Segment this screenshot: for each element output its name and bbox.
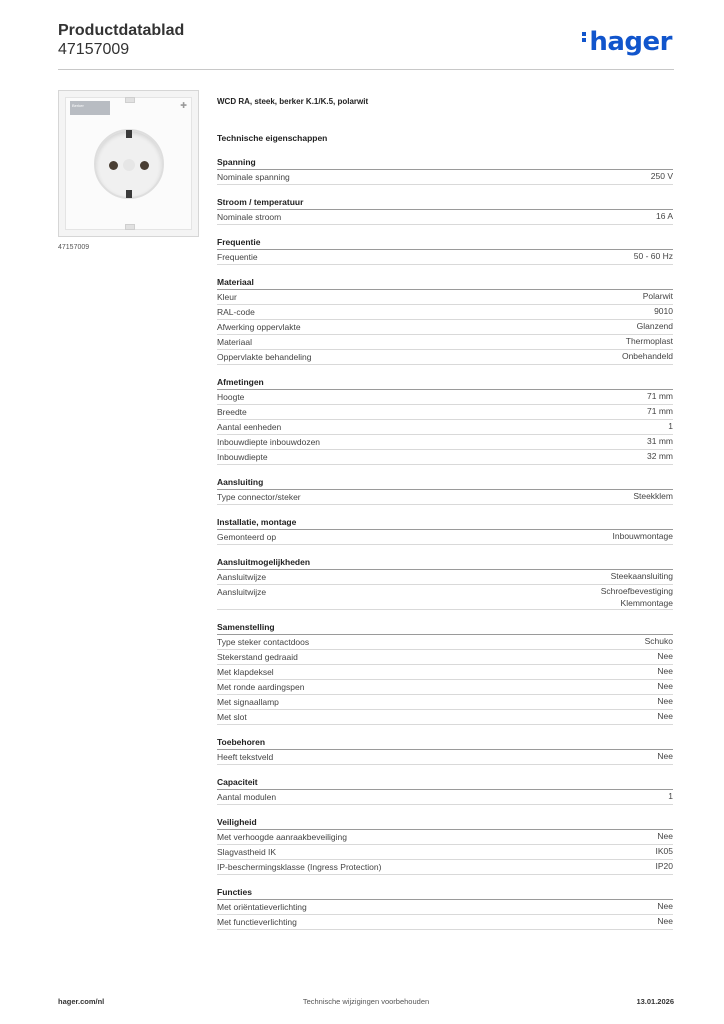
logo-text: hager xyxy=(589,27,672,57)
spec-label: Inbouwdiepte xyxy=(217,452,268,462)
spec-row xyxy=(217,435,673,450)
spec-label: Type connector/steker xyxy=(217,492,301,502)
spec-label: Nominale spanning xyxy=(217,172,290,182)
hager-logo xyxy=(582,28,672,56)
spec-groups xyxy=(217,155,673,930)
spec-value: Inbouwmontage xyxy=(612,531,673,541)
footer-website-link[interactable]: hager.com/nl xyxy=(58,997,105,1006)
spec-value: 1 xyxy=(668,421,673,431)
specifications xyxy=(217,96,673,930)
footer-date: 13.01.2026 xyxy=(636,997,674,1006)
spec-row xyxy=(217,650,673,665)
spec-group xyxy=(217,155,673,185)
spec-group xyxy=(217,375,673,465)
spec-value: Nee xyxy=(657,831,673,841)
earth-clip-bottom xyxy=(126,190,132,198)
spec-value: Glanzend xyxy=(636,321,673,331)
spec-label: Met ronde aardingspen xyxy=(217,682,305,692)
spec-label: Inbouwdiepte inbouwdozen xyxy=(217,437,321,447)
spec-row xyxy=(217,210,673,225)
spec-group xyxy=(217,620,673,725)
page-footer xyxy=(58,997,674,1011)
spec-value: Steekklem xyxy=(633,491,673,501)
plate-top-cutout xyxy=(125,97,135,103)
spec-label: Stekerstand gedraaid xyxy=(217,652,298,662)
spec-row xyxy=(217,420,673,435)
spec-group-title: Stroom / temperatuur xyxy=(217,195,673,210)
plate-label: Berker xyxy=(70,101,110,115)
spec-group xyxy=(217,235,673,265)
spec-row xyxy=(217,680,673,695)
spec-label: Slagvastheid IK xyxy=(217,847,277,857)
spec-row xyxy=(217,305,673,320)
socket-center xyxy=(123,159,135,171)
spec-group xyxy=(217,515,673,545)
spec-label: Aansluitwijze xyxy=(217,587,267,597)
spec-label: Met slot xyxy=(217,712,247,722)
spec-value: Nee xyxy=(657,901,673,911)
spec-group-title: Afmetingen xyxy=(217,375,673,390)
spec-label: IP-beschermingsklasse (Ingress Protection) xyxy=(217,862,382,872)
spec-row xyxy=(217,845,673,860)
spec-value: Schroefbevestiging Klemmontage xyxy=(600,586,673,608)
spec-label: Hoogte xyxy=(217,392,245,402)
spec-value: Nee xyxy=(657,666,673,676)
spec-value: Polarwit xyxy=(642,291,673,301)
spec-row xyxy=(217,695,673,710)
spec-value: Nee xyxy=(657,696,673,706)
spec-value: IK05 xyxy=(655,846,673,856)
spec-group-title: Functies xyxy=(217,885,673,900)
spec-group-title: Toebehoren xyxy=(217,735,673,750)
spec-label: Breedte xyxy=(217,407,247,417)
spec-value: Nee xyxy=(657,751,673,761)
spec-row xyxy=(217,915,673,930)
spec-label: Met verhoogde aanraakbeveiliging xyxy=(217,832,347,842)
page-header xyxy=(58,22,674,70)
spec-row xyxy=(217,790,673,805)
spec-value: Thermoplast xyxy=(625,336,673,346)
schuko-socket-icon xyxy=(94,129,164,199)
plus-mark-icon: ✚ xyxy=(180,101,187,110)
spec-group xyxy=(217,475,673,505)
spec-value: Nee xyxy=(657,916,673,926)
spec-label: Aansluitwijze xyxy=(217,572,267,582)
spec-row xyxy=(217,635,673,650)
socket-hole-right xyxy=(140,161,149,170)
spec-label: Frequentie xyxy=(217,252,258,262)
spec-value: 50 - 60 Hz xyxy=(633,251,673,261)
spec-row xyxy=(217,860,673,875)
spec-label: Heeft tekstveld xyxy=(217,752,274,762)
spec-row xyxy=(217,405,673,420)
spec-row xyxy=(217,490,673,505)
spec-row xyxy=(217,290,673,305)
spec-group-title: Samenstelling xyxy=(217,620,673,635)
spec-group-title: Installatie, montage xyxy=(217,515,673,530)
spec-label: Aantal eenheden xyxy=(217,422,282,432)
spec-group xyxy=(217,885,673,930)
spec-group xyxy=(217,555,673,610)
product-title: WCD RA, steek, berker K.1/K.5, polarwit xyxy=(217,97,369,106)
spec-value: Onbehandeld xyxy=(621,351,673,361)
spec-row xyxy=(217,320,673,335)
spec-group-title: Aansluiting xyxy=(217,475,673,490)
spec-label: Met klapdeksel xyxy=(217,667,274,677)
spec-row xyxy=(217,710,673,725)
spec-label: Materiaal xyxy=(217,337,252,347)
spec-row xyxy=(217,570,673,585)
spec-group-title: Capaciteit xyxy=(217,775,673,790)
spec-label: RAL-code xyxy=(217,307,255,317)
spec-value: 32 mm xyxy=(647,451,673,461)
spec-label: Kleur xyxy=(217,292,237,302)
plate-bottom-cutout xyxy=(125,224,135,230)
spec-group-title: Veiligheid xyxy=(217,815,673,830)
spec-value: 71 mm xyxy=(647,406,673,416)
spec-row xyxy=(217,450,673,465)
spec-group-title: Spanning xyxy=(217,155,673,170)
spec-value: Schuko xyxy=(644,636,673,646)
spec-label: Aantal modulen xyxy=(217,792,277,802)
spec-value: 250 V xyxy=(650,171,673,181)
spec-row xyxy=(217,750,673,765)
earth-clip-top xyxy=(126,130,132,138)
spec-group xyxy=(217,775,673,805)
spec-row xyxy=(217,530,673,545)
spec-value: Nee xyxy=(657,681,673,691)
spec-label: Oppervlakte behandeling xyxy=(217,352,312,362)
footer-disclaimer: Technische wijzigingen voorbehouden xyxy=(302,997,430,1006)
spec-label: Met functieverlichting xyxy=(217,917,297,927)
spec-label: Met signaallamp xyxy=(217,697,279,707)
spec-row xyxy=(217,350,673,365)
spec-label: Gemonteerd op xyxy=(217,532,277,542)
image-caption: 47157009 xyxy=(58,244,90,251)
spec-label: Met oriëntatieverlichting xyxy=(217,902,307,912)
socket-hole-left xyxy=(109,161,118,170)
spec-group xyxy=(217,735,673,765)
spec-row xyxy=(217,390,673,405)
spec-group-title: Materiaal xyxy=(217,275,673,290)
spec-value: IP20 xyxy=(655,861,673,871)
spec-label: Afwerking oppervlakte xyxy=(217,322,301,332)
spec-value: Steekaansluiting xyxy=(610,571,673,581)
spec-row xyxy=(217,665,673,680)
spec-row xyxy=(217,335,673,350)
spec-row xyxy=(217,170,673,185)
spec-value: 31 mm xyxy=(647,436,673,446)
spec-value: 71 mm xyxy=(647,391,673,401)
spec-group xyxy=(217,815,673,875)
spec-group-title: Aansluitmogelijkheden xyxy=(217,555,673,570)
spec-row xyxy=(217,585,673,610)
product-image xyxy=(58,90,199,237)
spec-value: 16 A xyxy=(655,211,673,221)
socket-plate xyxy=(65,97,192,230)
section-title: Technische eigenschappen xyxy=(217,133,328,143)
spec-value: 1 xyxy=(668,791,673,801)
spec-group-title: Frequentie xyxy=(217,235,673,250)
logo-dots-icon xyxy=(582,32,587,44)
spec-value: 9010 xyxy=(654,306,673,316)
spec-group xyxy=(217,275,673,365)
document-number: 47157009 xyxy=(58,41,130,58)
spec-row xyxy=(217,830,673,845)
spec-row xyxy=(217,250,673,265)
spec-group xyxy=(217,195,673,225)
spec-label: Type steker contactdoos xyxy=(217,637,310,647)
document-title: Productdatablad xyxy=(58,22,185,39)
spec-value: Nee xyxy=(657,711,673,721)
spec-value: Nee xyxy=(657,651,673,661)
spec-row xyxy=(217,900,673,915)
spec-label: Nominale stroom xyxy=(217,212,282,222)
